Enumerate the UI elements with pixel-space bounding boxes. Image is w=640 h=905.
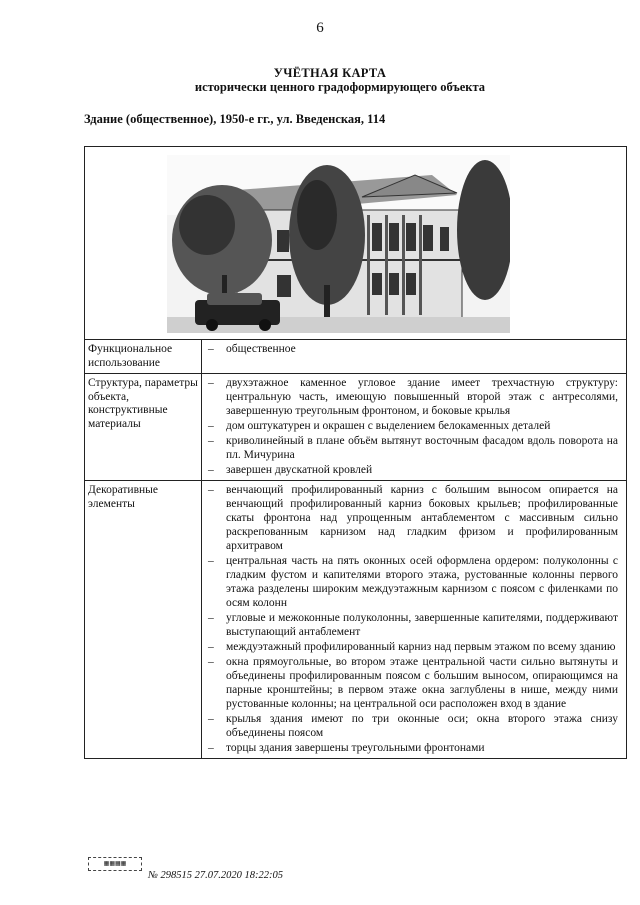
footer-stamp-logo: ▦▦▦▦ [88,857,142,871]
list-item: – угловые и межоконные полуколонны, завершенные капителями, поддерживают выступающий антаблемент [208,612,618,638]
row-decorative-elements [85,481,626,758]
card-title: УЧЁТНАЯ КАРТА [273,66,387,80]
row-value [202,374,626,480]
list-item: – двухэтажное каменное угловое здание имеет трехчастную структуру: центральную часть, имеющую повышенный второй этаж с антресолями, завершенную треугольным фронтоном, и боковые крылья [208,377,618,417]
list-item: – междуэтажный профилированный карниз над первым этажом по всему зданию [208,641,616,653]
list-item: – крылья здания имеют по три оконные оси; окна второго этажа снизу объединены поясом [208,713,618,739]
object-heading: Здание (общественное), 1950-е гг., ул. Введенская, 114 [84,112,386,126]
list-item: – центральная часть на пять оконных осей оформлена ордером: полуколонны с гладким фустом и капителями второго этажа, рустованные колонны первого этажа разделены широким междуэтажным карнизом с поясом с филенками по осям колонн [208,555,618,609]
row-structure [85,374,626,481]
row-value [202,340,626,373]
footer-registration: № 298515 27.07.2020 18:22:05 [148,870,284,881]
row-value [202,481,626,758]
list-item: – завершен двускатной кровлей [208,464,373,476]
card-table [84,146,627,759]
list-item: – торцы здания завершены треугольными фронтонами [208,742,485,754]
list-item: – дом оштукатурен и окрашен с выделением белокаменных деталей [208,420,551,432]
list-item: – криволинейный в плане объём вытянут восточным фасадом вдоль поворота на пл. Мичурина [208,435,618,461]
list-item: – венчающий профилированный карниз с большим выносом опирается на венчающий профилированный карниз боковых крыльев; профилированные скаты фронтона над упрощенным антаблементом с массивным сильно раскрепованным карнизом над гладким фризом и профилированным архитравом [208,484,618,552]
page-number: 6 [316,20,324,36]
row-functional-use [85,340,626,374]
card-subtitle: исторически ценного градоформирующего объекта [194,80,486,94]
row-label: Декоративные элементы [85,481,202,758]
list-item: – окна прямоугольные, во втором этаже центральной части сильно вытянуты и объединены профилированным поясом с большим выносом, опирающимся на парные кронштейны; в первом этаже окна заглублены в нише, между ними рустованные колонны; на центральной оси расположен вход в здание [208,656,618,710]
building-photo [167,155,510,333]
row-label: Структура, параметры объекта, конструктивные материалы [85,374,202,480]
photo-cell [85,147,626,340]
row-label: Функциональное использование [85,340,202,373]
list-item: – общественное [208,343,296,355]
